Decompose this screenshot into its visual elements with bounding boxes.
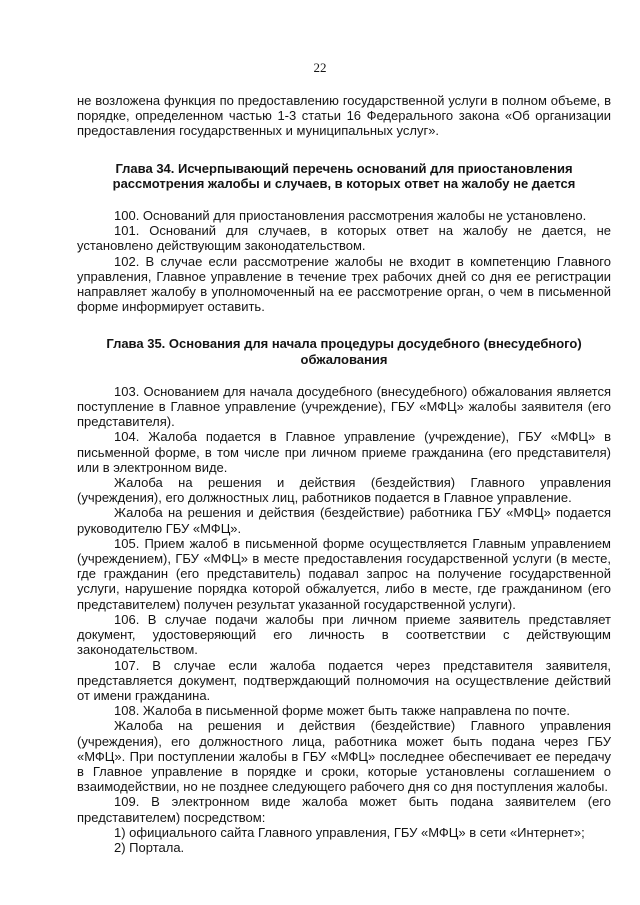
document-body: [77, 93, 611, 855]
paragraph-103: 103. Основанием для начала досудебного (внесудебного) обжалования является поступление в Главное управление (учреждение), ГБУ «МФЦ» жалобы заявителя (его представителя).: [77, 383, 611, 430]
paragraph-108: 108. Жалоба в письменной форме может быть также направлена по почте.: [114, 703, 571, 719]
paragraph-102: 102. В случае если рассмотрение жалобы не входит в компетенцию Главного управления, Главное управление в течение трех рабочих дней со дня ее регистрации направляет жалобу в уполномоченный на ее рассмотрение орган, о чем в письменной форме информирует оставить.: [77, 253, 611, 315]
paragraph-105: 105. Прием жалоб в письменной форме осуществляется Главным управлением (учреждением), ГБУ «МФЦ» в месте предоставления государственной услуги (в месте, где гражданин (его представитель) подавал запрос на получение государственной услуги, нарушение порядка которой обжалуется, либо в месте, где гражданином (его представителем) получен результат указанной государственной услуги).: [77, 535, 611, 612]
paragraph-101: 101. Оснований для случаев, в которых ответ на жалобу не дается, не установлено действующим законодательством.: [77, 223, 611, 254]
paragraph-104-complaint-mfc: Жалоба на решения и действия (бездействие) работника ГБУ «МФЦ» подается руководителю ГБУ «МФЦ».: [77, 505, 611, 536]
list-item-official-site: 1) официального сайта Главного управления, ГБУ «МФЦ» в сети «Интернет»;: [114, 824, 585, 840]
paragraph-108-via-mfc: Жалоба на решения и действия (бездействие) Главного управления (учреждения), его должностного лица, работника может быть подана через ГБУ «МФЦ». При поступлении жалобы в ГБУ «МФЦ» последнее обеспечивает ее передачу в Главное управление в порядке и сроки, которые установлены соглашением о взаимодействии, но не позднее следующего рабочего дня со дня поступления жалобы.: [77, 718, 611, 795]
paragraph-104: 104. Жалоба подается в Главное управление (учреждение), ГБУ «МФЦ» в письменной форме, в том числе при личном приеме гражданина (его представителя) или в электронном виде.: [77, 429, 611, 475]
paragraph-continuation: не возложена функция по предоставлению государственной услуги в полном объеме, в порядке, определенном частью 1-3 статьи 16 Федерального закона «Об организации предоставления государственных и муниципальных услуг».: [77, 93, 611, 139]
chapter-35-heading: Глава 35. Основания для начала процедуры досудебного (внесудебного) обжалования: [106, 336, 582, 367]
paragraph-106: 106. В случае подачи жалобы при личном приеме заявитель представляет документ, удостоверяющий его личность в соответствии с действующим законодательством.: [77, 611, 611, 658]
paragraph-109: 109. В электронном виде жалоба может быть подана заявителем (его представителем) посредством:: [77, 794, 611, 825]
paragraph-104-complaint-management: Жалоба на решения и действия (бездействия) Главного управления (учреждения), его должностных лиц, работников подается в Главное управление.: [77, 475, 611, 506]
list-item-portal: 2) Портала.: [114, 839, 185, 855]
paragraph-100: 100. Оснований для приостановления рассмотрения жалобы не установлено.: [114, 208, 587, 224]
chapter-34-heading: Глава 34. Исчерпывающий перечень оснований для приостановления рассмотрения жалобы и случаев, в которых ответ на жалобу не дается: [112, 160, 576, 191]
paragraph-107: 107. В случае если жалоба подается через представителя заявителя, представляется документ, подтверждающий полномочия на осуществление действий от имени гражданина.: [77, 657, 611, 703]
page-number: 22: [313, 60, 327, 75]
